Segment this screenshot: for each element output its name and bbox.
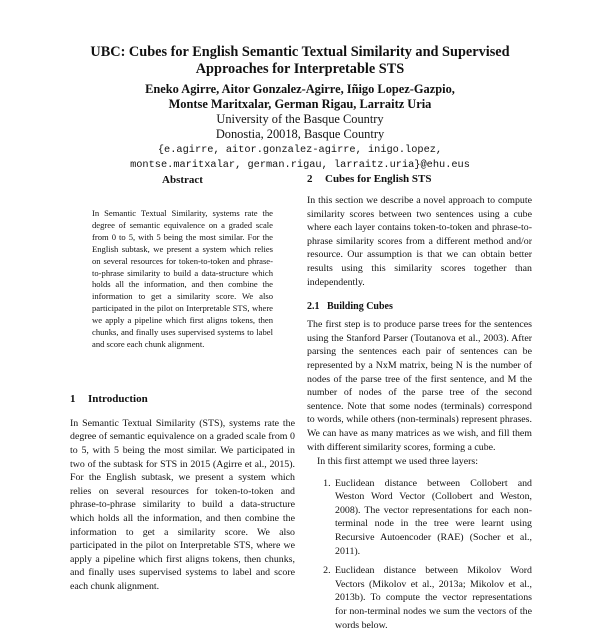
section-number: 2	[307, 173, 313, 185]
paper-title	[60, 44, 540, 78]
author-emails	[60, 143, 540, 173]
list-item: 2. Euclidean distance between Mikolov Word Vectors (Mikolov et al., 2013a; Mikolov et al., 2013b). To compute the vector representations for non-terminal nodes we sum the vectors of the words below.	[333, 564, 532, 632]
authors-line: Eneko Agirre, Aitor Gonzalez-Agirre, Iñigo Lopez-Gazpio,	[145, 82, 455, 96]
email-line: montse.maritxalar, german.rigau, larraitz.uria}@ehu.eus	[130, 159, 470, 171]
title-line: UBC: Cubes for English Semantic Textual Similarity and Supervised	[90, 44, 510, 60]
introduction-paragraph: In Semantic Textual Similarity (STS), systems rate the degree of semantic equivalence on a graded scale from 0 to 5, with 5 being the most similar. We participated in two of the subtask for STS in 2015 (Agirre et al., 2015). For the English subtask, we present a system which relies on several resources for token-to-token and phrase-to-phrase similarity to build a data-structure which holds all the information, and then combine the information to get a similarity score. We also participated in the pilot on Interpretable STS, where we apply a pipeline which first aligns tokens, then chunks, and finally uses supervised systems to label and score each chunk alignment.	[70, 417, 295, 592]
list-item: 1. Euclidean distance between Collobert and Weston Word Vector (Collobert and Weston, 2008). The vector representations for each non-terminal node in the tree were learnt using Recursive Autoencoder (RAE) (Socher et al., 2011).	[333, 477, 532, 559]
affiliation-line: Donostia, 20018, Basque Country	[215, 127, 385, 141]
abstract-text: In Semantic Textual Similarity, systems rate the degree of semantic equivalence on a graded scale from 0 to 5, with 5 being the most similar. For the English subtask, we present a system which relies on several resources for token-to-token and phrase-to-phrase similarity to build a data-structure which holds all the information, and then combine the information to get a similarity score. We also participated in the pilot on Interpretable STS, where we apply a pipeline which first aligns tokens, then chunks, and finally uses supervised systems to label and score each chunk alignment.	[92, 208, 273, 349]
section-intro-paragraph: In this section we describe a novel approach to compute similarity scores between two sentences using a cube where each layer contains token-to-token and phrase-to-phrase similarity scores from a different method and/or resource. Our assumption is that we can obtain better results using this similarity scores together than independently.	[307, 195, 532, 288]
authors-line: Montse Maritxalar, German Rigau, Larraitz Uria	[168, 97, 432, 111]
layers-list	[307, 477, 532, 633]
subsection-number: 2.1	[307, 301, 320, 313]
subsection-title: Building Cubes	[327, 301, 393, 313]
section-title: Cubes for English STS	[325, 173, 432, 185]
affiliation-line: University of the Basque Country	[216, 112, 384, 126]
right-column	[307, 170, 532, 638]
email-line: {e.agirre, aitor.gonzalez-agirre, inigo.lopez,	[157, 144, 443, 156]
section-heading	[70, 393, 295, 405]
author-list	[60, 82, 540, 112]
section-number: 1	[70, 392, 76, 405]
section-title: Introduction	[88, 392, 148, 405]
layers-intro: In this first attempt we used three layers:	[317, 456, 478, 468]
affiliation	[60, 112, 540, 142]
section-heading	[307, 173, 532, 185]
subsection-paragraph: The first step is to produce parse trees for the sentences using the Stanford Parser (Toutanova et al., 2003). After parsing the sentences each pair of sentences can be represented by a NxM matrix, being N is the number of nodes of the parse tree of the first sentence, and M the number of nodes of the parse tree of the second sentence. Note that some nodes (terminals) correspond to words, while others (non-terminals) represent phrases. We can have as many matrices as we wish, and fill them with different similarity scores, forming a cube.	[307, 319, 532, 453]
title-line: Approaches for Interpretable STS	[195, 61, 405, 77]
left-column	[70, 170, 295, 594]
subsection-heading	[307, 301, 532, 312]
abstract-heading: Abstract	[162, 174, 203, 186]
